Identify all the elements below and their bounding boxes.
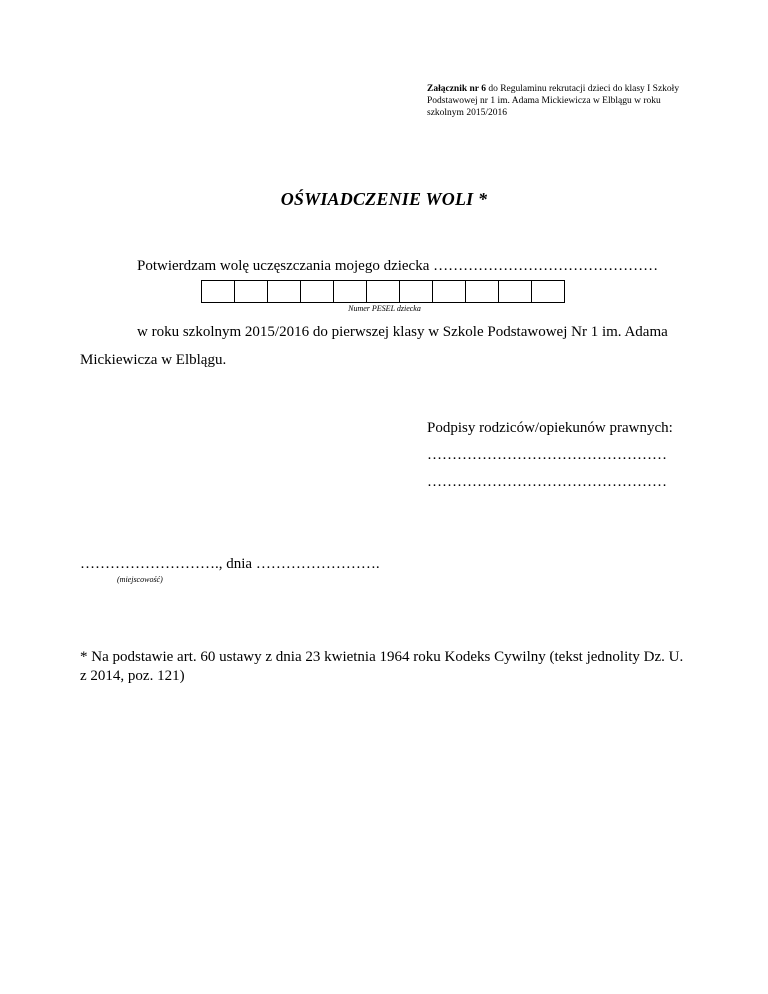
- pesel-digit-cell[interactable]: [301, 281, 334, 302]
- place-date-line: ………………………., dnia …………………….: [80, 556, 380, 572]
- pesel-grid[interactable]: [201, 280, 565, 303]
- pesel-digit-cell[interactable]: [532, 281, 564, 302]
- signature-line-1: …………………………………………: [427, 447, 667, 463]
- document-title: OŚWIADCZENIE WOLI *: [280, 189, 488, 209]
- pesel-digit-cell[interactable]: [268, 281, 301, 302]
- pesel-caption: Numer PESEL dziecka: [348, 304, 421, 313]
- pesel-digit-cell[interactable]: [202, 281, 235, 302]
- pesel-digit-cell[interactable]: [466, 281, 499, 302]
- annex-note: [427, 83, 687, 119]
- declaration-body: w roku szkolnym 2015/2016 do pierwszej klasy w Szkole Podstawowej Nr 1 im. Adama Mickiewicza w Elblągu.: [80, 324, 668, 368]
- signatures-block: [427, 415, 673, 496]
- legal-footnote: * Na podstawie art. 60 ustawy z dnia 23 kwietnia 1964 roku Kodeks Cywilny (tekst jednolity Dz. U. z 2014, poz. 121): [80, 649, 684, 684]
- pesel-digit-cell[interactable]: [367, 281, 400, 302]
- pesel-digit-cell[interactable]: [334, 281, 367, 302]
- annex-text: do Regulaminu rekrutacji dzieci do klasy I Szkoły Podstawowej nr 1 im. Adama Mickiewicza w Elblągu w roku szkolnym 2015/2016: [427, 84, 680, 118]
- signature-line-2: …………………………………………: [427, 474, 667, 490]
- pesel-digit-cell[interactable]: [400, 281, 433, 302]
- pesel-digit-cell[interactable]: [433, 281, 466, 302]
- pesel-digit-cell[interactable]: [499, 281, 532, 302]
- pesel-digit-cell[interactable]: [235, 281, 268, 302]
- place-caption: (miejscowość): [117, 575, 163, 584]
- signatures-label: Podpisy rodziców/opiekunów prawnych:: [427, 420, 673, 436]
- annex-label: Załącznik nr 6: [427, 84, 486, 94]
- confirm-statement: Potwierdzam wolę uczęszczania mojego dziecka ………………………………………: [137, 258, 659, 274]
